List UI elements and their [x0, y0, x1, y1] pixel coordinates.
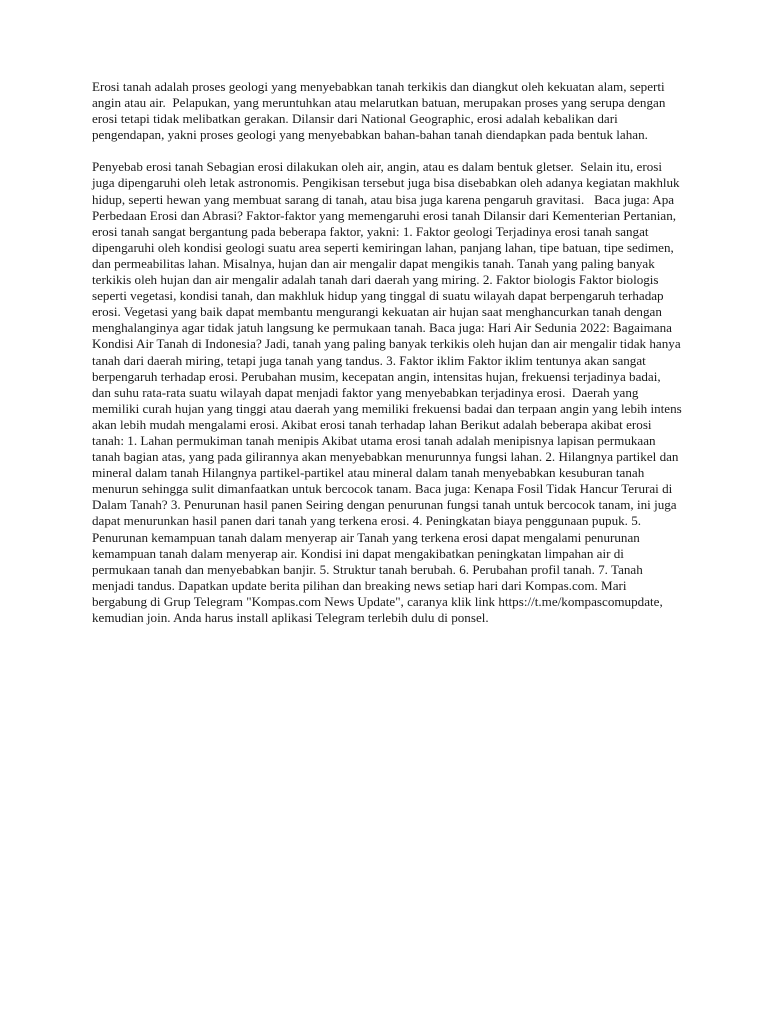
paragraph-body: Penyebab erosi tanah Sebagian erosi dilakukan oleh air, angin, atau es dalam bentuk gletser. Selain itu, erosi juga dipengaruhi oleh letak astronomis. Pengikisan tersebut juga bisa disebabkan oleh adanya kegiatan makhluk hidup, seperti hewan yang membuat sarang di tanah, atau bisa juga karena pengaruh gravitasi. Baca juga: Apa Perbedaan Erosi dan Abrasi? Faktor-faktor yang memengaruhi erosi tanah Dilansir dari Kementerian Pertanian, erosi tanah sangat bergantung pada beberapa faktor, yakni: 1. Faktor geologi Terjadinya erosi tanah sangat dipengaruhi oleh kondisi geologi suatu area seperti kemiringan lahan, panjang lahan, tipe batuan, tipe sedimen, dan permeabilitas lahan. Misalnya, hujan dan air mengalir dapat mengikis tanah. Tanah yang paling banyak terkikis oleh hujan dan air mengalir adalah tanah dari daerah yang miring. 2. Faktor biologis Faktor biologis seperti vegetasi, kondisi tanah, dan makhluk hidup yang tinggal di suatu wilayah dapat berpengaruh terhadap erosi. Vegetasi yang baik dapat membantu mengurangi kekuatan air hujan saat menghancurkan tanah dengan menghalanginya agar tidak jatuh langsung ke permukaan tanah. Baca juga: Hari Air Sedunia 2022: Bagaimana Kondisi Air Tanah di Indonesia? Jadi, tanah yang paling banyak terkikis oleh hujan dan air mengalir tidak hanya tanah dari daerah miring, tetapi juga tanah yang tandus. 3. Faktor iklim Faktor iklim tentunya akan sangat berpengaruh terhadap erosi. Perubahan musim, kecepatan angin, intensitas hujan, frekuensi terjadinya badai, dan suhu rata-rata suatu wilayah dapat menjadi faktor yang menyebabkan terjadinya erosi. Daerah yang memiliki curah hujan yang tinggi atau daerah yang memiliki frekuensi badai dan terpaan angin yang lebih intens akan lebih mudah mengalami erosi. Akibat erosi tanah terhadap lahan Berikut adalah beberapa akibat erosi tanah: 1. Lahan permukiman tanah menipis Akibat utama erosi tanah adalah menipisnya lapisan permukaan tanah bagian atas, yang pada gilirannya akan menyebabkan menurunnya fungsi lahan. 2. Hilangnya partikel dan mineral dalam tanah Hilangnya partikel-partikel atau mineral dalam tanah menyebabkan kesuburan tanah menurun sehingga sulit dimanfaatkan untuk bercocok tanam. Baca juga: Kenapa Fosil Tidak Hancur Terurai di Dalam Tanah? 3. Penurunan hasil panen Seiring dengan penurunan fungsi tanah untuk bercocok tanam, ini juga dapat menurunkan hasil panen dari tanah yang terkena erosi. 4. Peningkatan biaya penggunaan pupuk. 5. Penurunan kemampuan tanah dalam menyerap air Tanah yang terkena erosi dapat mengalami penurunan kemampuan tanah dalam menyerap air. Kondisi ini dapat mengakibatkan peningkatan limpahan air di permukaan tanah dan menyebabkan banjir. 5. Struktur tanah berubah. 6. Perubahan profil tanah. 7. Tanah menjadi tandus. Dapatkan update berita pilihan dan breaking news setiap hari dari Kompas.com. Mari bergabung di Grup Telegram "Kompas.com News Update", caranya klik link https://t.me/kompascomupdate, kemudian join. Anda harus install aplikasi Telegram terlebih dulu di ponsel.: [92, 159, 686, 625]
paragraph-intro: Erosi tanah adalah proses geologi yang menyebabkan tanah terkikis dan diangkut oleh kekuatan alam, seperti angin atau air. Pelapukan, yang meruntuhkan atau melarutkan batuan, merupakan proses yang serupa dengan erosi tetapi tidak melibatkan gerakan. Dilansir dari National Geographic, erosi adalah kebalikan dari pengendapan, yakni proses geologi yang menyebabkan bahan-bahan tanah diendapkan pada bentuk lahan.: [92, 79, 669, 143]
document-page: [92, 79, 686, 626]
